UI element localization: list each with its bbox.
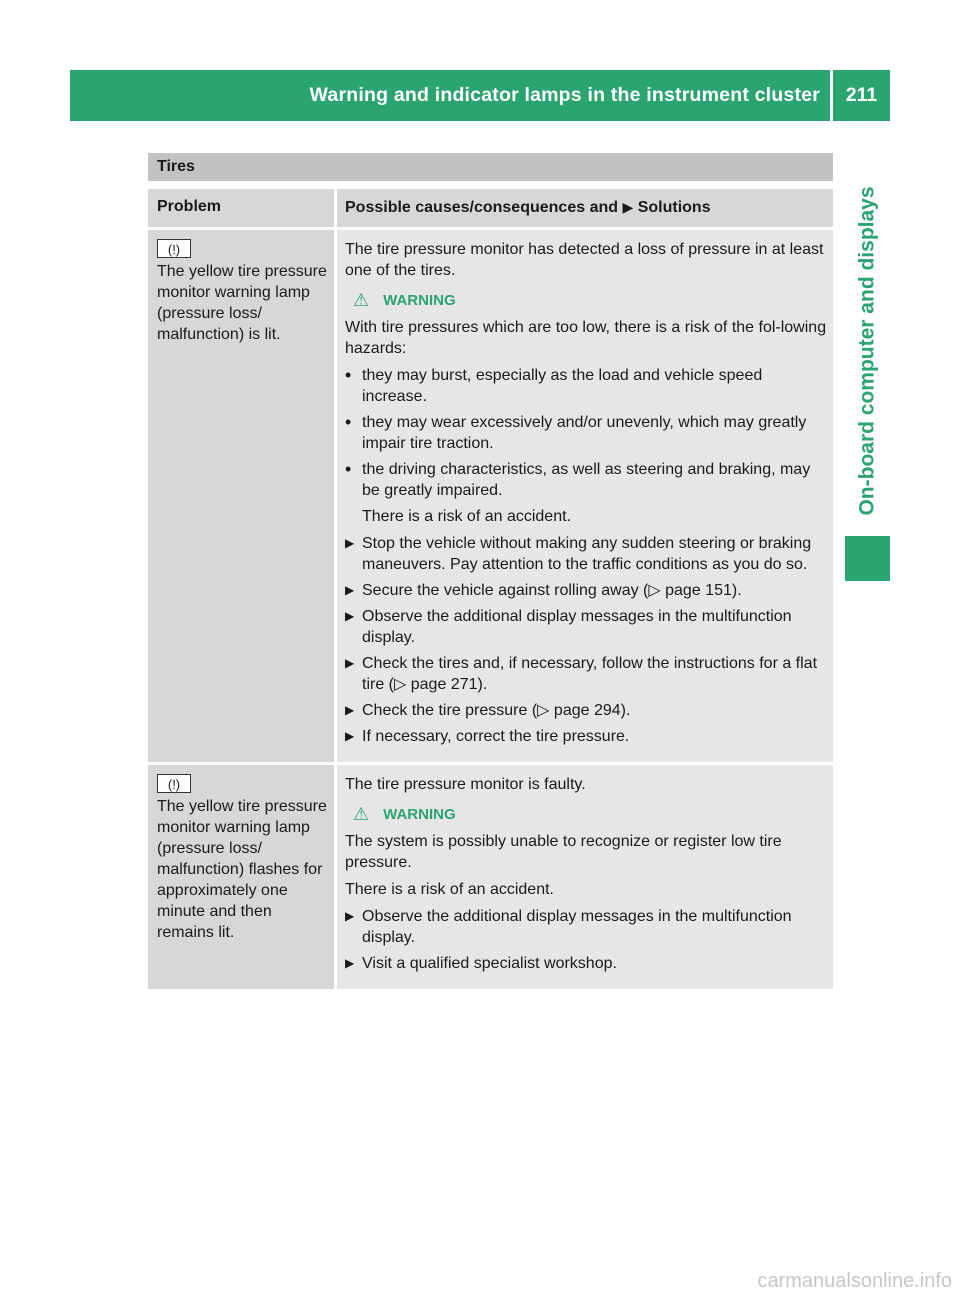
chapter-tab-label: On-board computer and displays xyxy=(855,186,879,516)
list-item xyxy=(345,459,827,501)
list-item xyxy=(345,412,827,454)
warning-text: With tire pressures which are too low, there is a risk of the fol-lowing hazards: xyxy=(345,319,827,357)
solution-cell xyxy=(337,765,833,989)
step-text: Stop the vehicle without making any sudden steering or braking maneuvers. Pay attention to the traffic conditions as you do so. xyxy=(362,535,812,573)
bullet-dot-icon: • xyxy=(345,459,352,479)
cause-text: The tire pressure monitor has detected a loss of pressure in at least one of the tires. xyxy=(345,241,824,279)
step-arrow-icon: ▶ xyxy=(345,656,355,670)
step-arrow-icon: ▶ xyxy=(345,609,355,623)
bullet-text: the driving characteristics, as well as steering and braking, may be greatly impaired. xyxy=(362,461,811,499)
column-header-problem: Problem xyxy=(148,189,334,227)
bullet-dot-icon: • xyxy=(345,365,352,385)
page-header xyxy=(70,70,890,121)
list-item xyxy=(345,953,827,974)
problem-cell xyxy=(148,230,334,762)
column-header-solutions-pre: Possible causes/consequences and xyxy=(345,199,619,216)
tire-pressure-lamp-icon: (!) xyxy=(157,774,191,793)
problem-cell xyxy=(148,765,334,989)
step-text: Check the tire pressure (▷ page 294). xyxy=(362,702,631,719)
chapter-tab-marker xyxy=(845,536,890,581)
problem-text: The yellow tire pressure monitor warning lamp (pressure loss/ malfunction) flashes for approximately one minute and then remains lit. xyxy=(157,798,327,941)
bullet-text: they may burst, especially as the load and vehicle speed increase. xyxy=(362,367,763,405)
column-header-solutions xyxy=(337,189,833,227)
list-item xyxy=(345,533,827,575)
step-arrow-icon: ▶ xyxy=(622,199,634,215)
table-header-row xyxy=(148,189,833,227)
step-text: If necessary, correct the tire pressure. xyxy=(362,728,630,745)
step-arrow-icon: ▶ xyxy=(345,909,355,923)
list-item xyxy=(345,906,827,948)
step-text: Secure the vehicle against rolling away (▷ page 151). xyxy=(362,582,742,599)
accident-text: There is a risk of an accident. xyxy=(362,508,571,525)
step-arrow-icon: ▶ xyxy=(345,536,355,550)
list-item xyxy=(345,365,827,407)
step-text: Check the tires and, if necessary, follow the instructions for a flat tire (▷ page 271). xyxy=(362,655,818,693)
bullet-dot-icon: • xyxy=(345,412,352,432)
warning-heading xyxy=(353,804,827,825)
warning-label: WARNING xyxy=(383,292,456,309)
cause-text: The tire pressure monitor is faulty. xyxy=(345,776,586,793)
solution-cell xyxy=(337,230,833,762)
step-text: Observe the additional display messages in the multifunction display. xyxy=(362,608,792,646)
list-item xyxy=(345,606,827,648)
header-title: Warning and indicator lamps in the instrument cluster xyxy=(309,84,820,106)
step-arrow-icon: ▶ xyxy=(345,956,355,970)
problem-text: The yellow tire pressure monitor warning lamp (pressure loss/ malfunction) is lit. xyxy=(157,263,327,343)
accident-text: There is a risk of an accident. xyxy=(345,881,554,898)
step-arrow-icon: ▶ xyxy=(345,729,355,743)
section-title: Tires xyxy=(148,153,833,181)
tire-pressure-lamp-icon: (!) xyxy=(157,239,191,258)
page-number: 211 xyxy=(845,84,878,106)
watermark: carmanualsonline.info xyxy=(757,1270,952,1292)
tires-table xyxy=(148,189,833,992)
warning-text: The system is possibly unable to recognize or register low tire pressure. xyxy=(345,833,782,871)
step-text: Observe the additional display messages in the multifunction display. xyxy=(362,908,792,946)
table-row xyxy=(148,765,833,989)
warning-heading xyxy=(353,290,827,311)
warning-label: WARNING xyxy=(383,806,456,823)
column-header-solutions-post: Solutions xyxy=(637,199,711,216)
list-item xyxy=(345,700,827,721)
list-item xyxy=(345,726,827,747)
warning-triangle-icon: ⚠ xyxy=(353,804,370,824)
bullet-text: they may wear excessively and/or unevenly, which may greatly impair tire traction. xyxy=(362,414,807,452)
table-row xyxy=(148,230,833,762)
step-arrow-icon: ▶ xyxy=(345,583,355,597)
warning-triangle-icon: ⚠ xyxy=(353,290,370,310)
list-item xyxy=(345,580,827,601)
step-arrow-icon: ▶ xyxy=(345,703,355,717)
list-item xyxy=(345,653,827,695)
chapter-tab xyxy=(845,121,890,581)
step-text: Visit a qualified specialist workshop. xyxy=(362,955,617,972)
